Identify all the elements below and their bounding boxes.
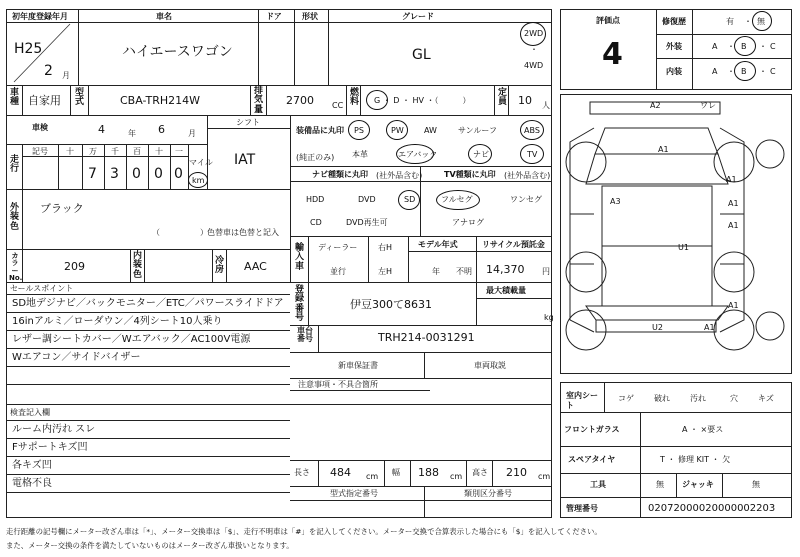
footer-note-2: また、メーター交換の条件を満たしていないものはメーター改ざん車扱いとなります。 xyxy=(6,541,294,550)
interior-grade-label: 内装 xyxy=(666,67,682,76)
management-number-label: 管理番号 xyxy=(566,504,598,513)
diag-a1-3: A1 xyxy=(728,199,739,208)
score: 4 xyxy=(602,37,623,72)
sales-point-3: Wエアコン／サイドバイザー xyxy=(12,352,141,363)
navi-hdd: HDD xyxy=(306,195,325,204)
navi-cd: CD xyxy=(310,218,322,227)
sales-point-1: 16inアルミ／ローダウン／4列シート10人乗り xyxy=(12,316,223,327)
length-label: 長さ xyxy=(294,468,310,477)
exterior-note: 色替車は色替と記入 xyxy=(207,228,279,237)
seat-label: 室内シート xyxy=(566,391,598,410)
cc-unit: CC xyxy=(332,101,344,110)
mileage-digit-3: 0 xyxy=(154,166,163,182)
seat-tear: 破れ xyxy=(654,394,670,403)
jack-label: ジャッキ xyxy=(682,480,714,489)
diag-a3: A3 xyxy=(610,197,621,206)
grade: GL xyxy=(412,47,431,63)
reg-era: H25 xyxy=(14,41,43,57)
shift: IAT xyxy=(234,152,256,168)
windshield-label: フロントガラス xyxy=(564,425,620,434)
equip-airbag: エアバック xyxy=(398,150,438,159)
sales-point-0: SD地デジナビ／バックモニター／ETC／パワースライドドア xyxy=(12,298,284,309)
tv-type-sub: (社外品含む) xyxy=(504,171,551,180)
first-reg-label: 初年度登録年月 xyxy=(12,12,68,21)
inspection-note-1: Fサポートキズ凹 xyxy=(12,442,88,453)
import-dealer: ディーラー xyxy=(318,243,358,252)
interior-color-label: 内装色 xyxy=(132,251,142,280)
spare-tire-value: T ・ 修理 KIT ・ 欠 xyxy=(660,455,731,464)
repair-no: 無 xyxy=(757,17,765,26)
insp-month-unit: 月 xyxy=(188,129,196,138)
equip-leather: 本革 xyxy=(352,150,368,159)
mileage-mark-label: 記号 xyxy=(32,147,48,156)
int-grade-b: B xyxy=(741,67,747,76)
tools-label: 工具 xyxy=(590,480,606,489)
seat-burn: コゲ xyxy=(618,394,634,403)
windshield-value: A ・ ×要ス xyxy=(682,425,724,434)
caution-label: 注意事項・不具合箇所 xyxy=(298,380,378,389)
equipment-label: 装備品に丸印 xyxy=(296,126,344,135)
length: 484 xyxy=(330,466,351,479)
recycle-amount: 14,370 xyxy=(486,263,525,276)
ext-grade-dot2: ・ xyxy=(759,42,767,51)
import-label: 輸入車 xyxy=(294,243,304,272)
equip-pw: PW xyxy=(391,126,404,135)
equip-sunroof: サンルーフ xyxy=(458,126,497,135)
width: 188 xyxy=(418,466,439,479)
recycle-yen: 円 xyxy=(542,267,550,276)
registration-number: 伊豆300て8631 xyxy=(350,298,432,311)
import-parallel: 並行 xyxy=(330,267,346,276)
jack-value: 無 xyxy=(752,480,760,489)
tv-type-label: TV種類に丸印 xyxy=(444,170,496,179)
ext-grade-a: A xyxy=(712,42,718,51)
equip-tv: TV xyxy=(527,150,538,159)
seat-hole: 穴 xyxy=(730,394,738,403)
repair-yes: 有 xyxy=(726,17,734,26)
grade-label: グレード xyxy=(402,12,434,21)
int-grade-c: C xyxy=(770,67,776,76)
mileage-h2: 千 xyxy=(111,147,119,156)
mileage-digit-2: 0 xyxy=(132,166,141,182)
navi-dvd-play: DVD再生可 xyxy=(346,218,388,227)
seat-dirt: 汚れ xyxy=(690,394,706,403)
mileage-h3: 百 xyxy=(133,147,141,156)
tv-fullseg: フルセグ xyxy=(441,195,473,204)
mileage-digit-0: 7 xyxy=(88,166,97,182)
car-name-label: 車名 xyxy=(156,12,172,21)
fuel-options: G ・ D ・ HV ・（ ） xyxy=(374,96,471,105)
max-load-unit: kg xyxy=(544,313,554,322)
capacity: 10 xyxy=(518,94,532,107)
diag-a1-5: A1 xyxy=(728,301,739,310)
tv-analog: アナログ xyxy=(452,218,484,227)
import-left-h: 左H xyxy=(378,267,393,276)
mileage-unit: km xyxy=(192,176,205,185)
vehicle-manual: 車両取説 xyxy=(474,361,506,370)
mileage-mile-label: マイル xyxy=(189,158,213,167)
height-unit: cm xyxy=(538,472,551,481)
model-label: 型式 xyxy=(74,88,84,108)
width-label: 幅 xyxy=(392,468,400,477)
model-year-unknown: 不明 xyxy=(456,267,472,276)
capacity-unit: 人 xyxy=(542,101,550,110)
drive-2wd: 2WD xyxy=(524,29,544,38)
color-no-label: カラーNo. xyxy=(9,252,23,283)
mileage-digit-1: 3 xyxy=(110,166,119,182)
diag-a1-6: A1 xyxy=(704,323,715,332)
insp-year-unit: 年 xyxy=(128,129,136,138)
registration-label: 登録番号 xyxy=(294,285,304,324)
footer-note-1: 走行距離の記号欄にメーター改ざん車は「*」、メーター交換車は「$」、走行不明車は「#」を記入してください。メーター交換で合算表示した場合にも「$」を記入してください。 xyxy=(6,527,602,536)
car-outline-icon xyxy=(560,94,792,374)
import-right-h: 右H xyxy=(378,243,393,252)
seat-scratch: キズ xyxy=(758,394,774,403)
repair-label: 修復歴 xyxy=(662,17,686,26)
diag-u2: U2 xyxy=(652,323,663,332)
car-name: ハイエースワゴン xyxy=(122,44,233,60)
door-label: ドア xyxy=(266,12,282,21)
diag-a1-2: A1 xyxy=(726,175,737,184)
usage: 自家用 xyxy=(28,94,61,107)
sales-points-label: セールスポイント xyxy=(10,284,74,293)
inspection-label: 車検 xyxy=(32,123,48,132)
tv-oneseg: ワンセグ xyxy=(510,195,542,204)
equip-aw: AW xyxy=(424,126,437,135)
reg-month-unit: 月 xyxy=(62,71,70,80)
equip-ps: PS xyxy=(354,126,364,135)
diag-u1: U1 xyxy=(678,243,689,252)
inspection-notes-label: 検査記入欄 xyxy=(10,408,50,417)
ac-label: 冷房 xyxy=(214,256,224,276)
drive-4wd: 4WD xyxy=(524,61,544,70)
ext-grade-c: C xyxy=(770,42,776,51)
ext-grade-dot1: ・ xyxy=(727,42,735,51)
usage-label: 車種 xyxy=(9,88,19,108)
score-label: 評価点 xyxy=(596,16,620,25)
management-number: 02072000020000002203 xyxy=(648,503,776,514)
height-label: 高さ xyxy=(472,468,488,477)
repair-dot: ・ xyxy=(744,17,752,26)
model: CBA-TRH214W xyxy=(120,94,200,107)
model-year-label: モデル年式 xyxy=(418,240,458,249)
exterior-color: ブラック xyxy=(40,202,84,215)
equip-navi: ナビ xyxy=(473,150,489,159)
int-grade-dot1: ・ xyxy=(727,67,735,76)
tools-value: 無 xyxy=(656,480,664,489)
insp-year: 4 xyxy=(98,123,105,136)
navi-dvd: DVD xyxy=(358,195,376,204)
displacement-label: 排気量 xyxy=(253,86,263,115)
inspection-note-2: 各キズ凹 xyxy=(12,460,52,471)
shift-label: シフト xyxy=(236,118,260,127)
spare-tire-label: スペアタイヤ xyxy=(568,455,616,464)
model-year-unit: 年 xyxy=(432,267,440,276)
max-load-label: 最大積載量 xyxy=(486,286,526,295)
inspection-note-0: ルーム内汚れ スレ xyxy=(12,424,96,435)
ext-grade-b: B xyxy=(741,42,747,51)
chassis-number: TRH214-0031291 xyxy=(378,331,475,344)
displacement: 2700 xyxy=(286,94,314,107)
diag-a1-4: A1 xyxy=(728,221,739,230)
insp-month: 6 xyxy=(158,123,165,136)
mileage-h5: 一 xyxy=(175,147,183,156)
inspection-note-3: 電格不良 xyxy=(12,478,52,489)
height: 210 xyxy=(506,466,527,479)
diag-a2: A2 xyxy=(650,101,661,110)
sales-point-2: レザー調シートカバー／Wエアバック／AC100V電源 xyxy=(12,334,251,345)
int-grade-a: A xyxy=(712,67,718,76)
reg-month: 2 xyxy=(44,63,53,79)
chassis-label: 車台番号 xyxy=(297,326,313,344)
equip-abs: ABS xyxy=(524,126,540,135)
equipment-sub: (純正のみ) xyxy=(296,153,335,162)
type-designation-label: 型式指定番号 xyxy=(330,489,378,498)
recycle-label: リサイクル預託金 xyxy=(482,240,545,249)
mileage-h1: 万 xyxy=(89,147,97,156)
width-unit: cm xyxy=(450,472,463,481)
navi-sd: SD xyxy=(404,195,416,204)
diag-crack: ワレ xyxy=(700,101,716,110)
shape-label: 形状 xyxy=(302,12,318,21)
navi-label: ナビ種類に丸印 xyxy=(312,170,368,179)
mileage-h0: 十 xyxy=(66,147,74,156)
mileage-label: 走行 xyxy=(9,155,19,175)
length-unit: cm xyxy=(366,472,379,481)
class-number-label: 類別区分番号 xyxy=(464,489,512,498)
drive-dot: ・ xyxy=(530,45,538,54)
mileage-h4: 十 xyxy=(155,147,163,156)
exterior-grade-label: 外装 xyxy=(666,42,682,51)
color-no: 209 xyxy=(64,260,85,273)
diag-a1-1: A1 xyxy=(658,145,669,154)
fuel-label: 燃料 xyxy=(349,88,359,108)
int-grade-dot2: ・ xyxy=(759,67,767,76)
exterior-paren: （ ） xyxy=(152,228,208,237)
capacity-label: 定員 xyxy=(497,88,507,108)
new-car-warranty: 新車保証書 xyxy=(338,361,378,370)
mileage-digit-4: 0 xyxy=(174,166,183,182)
exterior-label: 外装色 xyxy=(9,203,19,232)
navi-sub: (社外品含む) xyxy=(376,171,423,180)
ac: AAC xyxy=(244,260,267,273)
